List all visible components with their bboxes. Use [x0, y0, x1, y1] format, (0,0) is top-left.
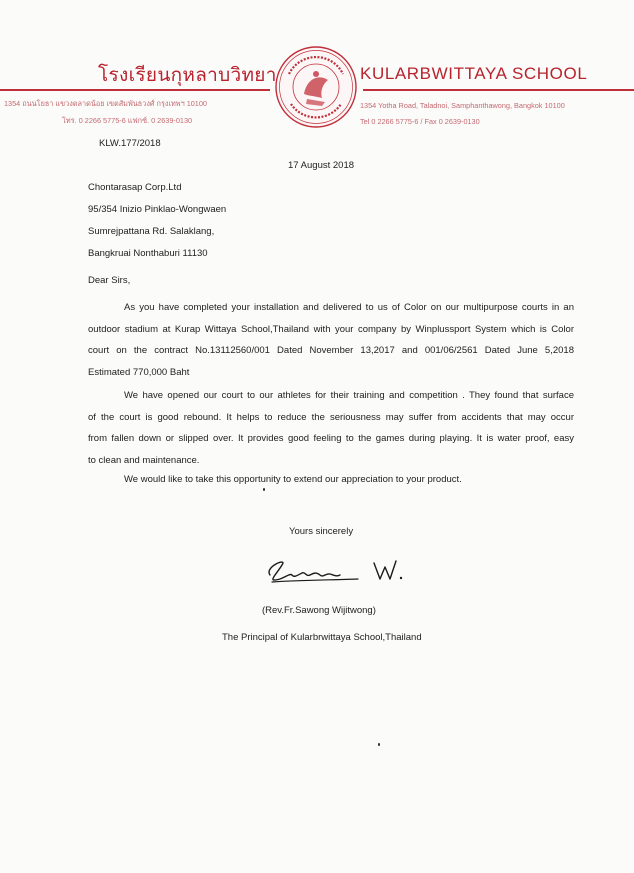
signer-name: (Rev.Fr.Sawong Wijitwong)	[262, 605, 376, 616]
english-address: 1354 Yotha Road, Taladnoi, Samphanthawong, Bangkok 10100	[360, 101, 565, 110]
paragraph-line: We have opened our court to our athletes for their training and competition . They found that surface	[124, 390, 574, 401]
paragraph-line: outdoor stadium at Kurap Wittaya School,Thailand with your company by Winplussport System which is Color	[88, 323, 574, 335]
paragraph-3: We would like to take this opportunity to extend our appreciation to your product.	[124, 474, 462, 485]
paragraph-1	[88, 297, 574, 383]
paragraph-line: to clean and maintenance.	[88, 454, 200, 466]
paper-speck	[378, 743, 380, 746]
paragraph-line: court on the contract No.13112560/001 Dated November 13,2017 and 001/06/2561 Dated June 5,2018	[88, 345, 574, 356]
recipient-line: Chontarasap Corp.Ltd	[88, 182, 182, 193]
school-seal-icon	[273, 44, 359, 130]
paragraph-line: Estimated 770,000 Baht	[88, 366, 190, 378]
closing: Yours sincerely	[289, 526, 354, 537]
letterhead-rule-left	[0, 89, 270, 91]
thai-phone: โทร. 0 2266 5775-6 แฟกซ์. 0 2639-0130	[62, 116, 193, 125]
school-name-english: KULARBWITTAYA SCHOOL	[360, 64, 588, 83]
school-name-thai: โรงเรียนกุหลาบวิทยา	[98, 64, 277, 86]
reference-number: KLW.177/2018	[99, 138, 161, 149]
paragraph-line: As you have completed your installation and delivered to us of Color on our multipurpose courts in an	[124, 302, 574, 313]
handwritten-signature	[262, 553, 412, 593]
thai-address: 1354 ถนนโยธา แขวงตลาดน้อย เขตสัมพันธวงศ์ กรุงเทพฯ 10100	[4, 99, 207, 108]
letterhead-rule-right	[363, 89, 634, 91]
paper-speck	[263, 488, 265, 491]
paragraph-2	[88, 385, 574, 471]
signer-title: The Principal of Kularbrwittaya School,Thailand	[222, 632, 422, 643]
recipient-line: 95/354 Inizio Pinklao-Wongwaen	[88, 204, 227, 215]
recipient-line: Sumrejpattana Rd. Salaklang,	[88, 226, 215, 237]
salutation: Dear Sirs,	[88, 275, 131, 286]
paragraph-line: of the court is good rebound. It helps to reduce the seriousness may suffer from accidents that may occur	[88, 411, 574, 423]
paragraph-line: from fallen down or slipped over. It provides good feeling to the games during playing. It is water proof, easy	[88, 433, 574, 444]
english-phone: Tel 0 2266 5775-6 / Fax 0 2639-0130	[360, 117, 480, 126]
letter-date: 17 August 2018	[288, 160, 355, 171]
recipient-line: Bangkruai Nonthaburi 11130	[88, 248, 208, 259]
